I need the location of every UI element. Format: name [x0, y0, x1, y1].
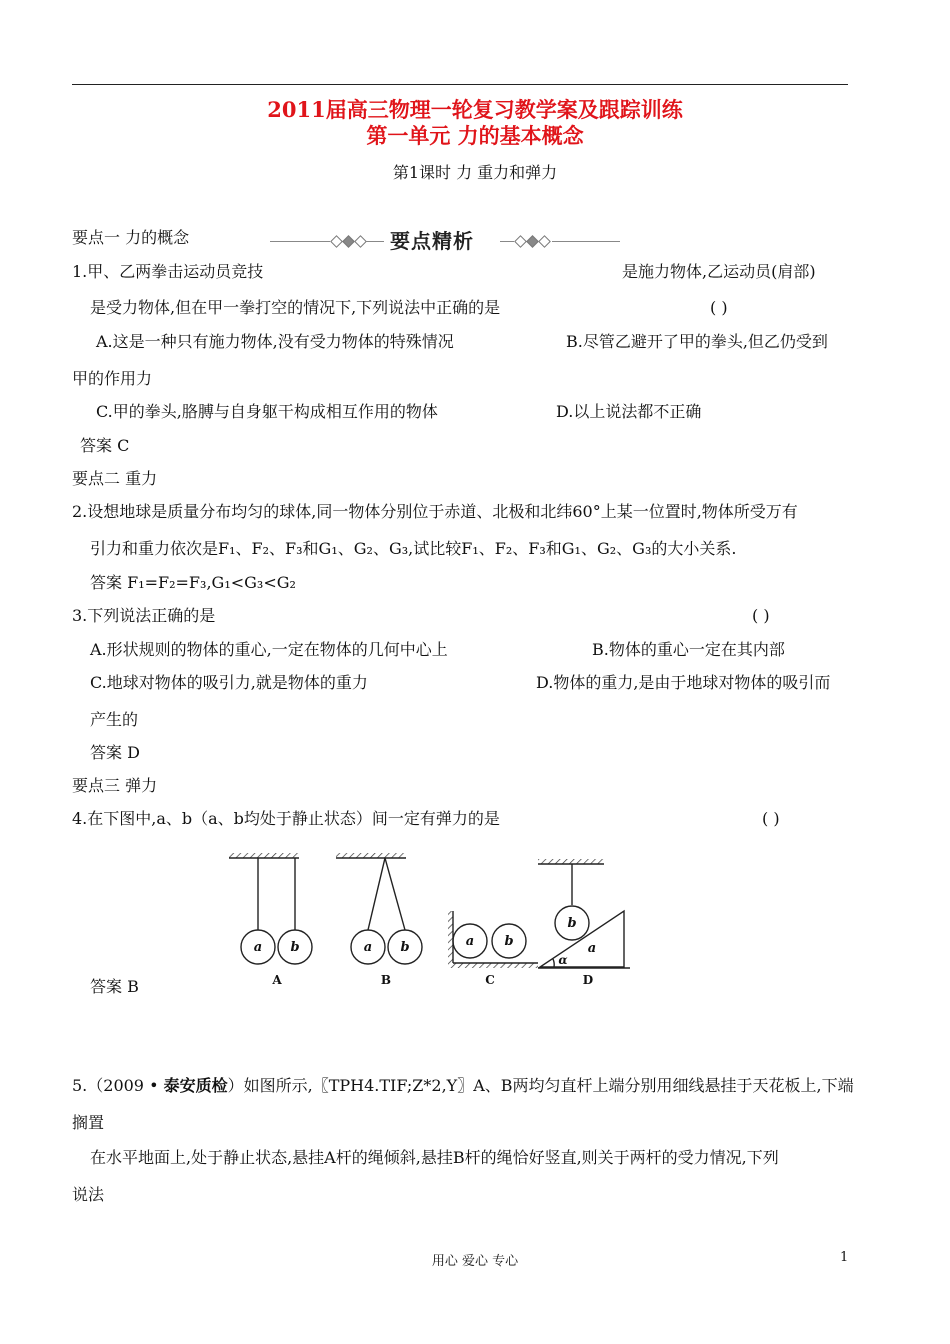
q1-line1-start: 1.甲、乙两拳击运动员竞技 [72, 262, 264, 281]
fig-d-wedge-a: a [587, 941, 597, 956]
q1-option-b-cont: 甲的作用力 [72, 369, 153, 388]
q4-paren: ( ) [762, 809, 780, 828]
fig-b-ball-b: b [400, 940, 410, 955]
q5-line2: 搁置 [72, 1113, 105, 1132]
fig-d-ball-b: b [567, 916, 577, 931]
q4-figure [220, 845, 640, 995]
fig-label-a: A [272, 973, 282, 987]
fig-label-c: C [485, 973, 495, 987]
q3-line1: 3.下列说法正确的是 [72, 606, 216, 625]
q4-answer: 答案 B [90, 977, 139, 996]
fig-d-angle: α [558, 953, 568, 967]
q1-answer: 答案 C [80, 436, 130, 455]
section-banner [262, 228, 622, 254]
fig-c-ball-b: b [504, 934, 514, 949]
q5-line1-end: ）如图所示,〖TPH4.TIF;Z*2,Y〗A、B两均匀直杆上端分别用细线悬挂于天花板上,下端 [227, 1076, 854, 1095]
q5-source: 泰安质检 [163, 1076, 228, 1095]
q4-line1: 4.在下图中,a、b（a、b均处于静止状态）间一定有弹力的是 [72, 809, 500, 828]
q3-paren: ( ) [752, 606, 770, 625]
banner-text: 要点精析 [390, 229, 474, 253]
q2-line1: 2.设想地球是质量分布均匀的球体,同一物体分别位于赤道、北极和北纬60°上某一位置时,物体所受万有 [72, 502, 798, 521]
fig-label-b: B [380, 973, 392, 987]
q5-line1: 5.（2009 • 泰安质检）如图所示,〖TPH4.TIF;Z*2,Y〗A、B两均匀直杆上端分别用细线悬挂于天花板上,下端 [72, 1076, 854, 1095]
q1-line2: 是受力物体,但在甲一拳打空的情况下,下列说法中正确的是 [90, 298, 501, 317]
q1-option-b: B.尽管乙避开了甲的拳头,但乙仍受到 [566, 332, 828, 351]
q3-option-c: C.地球对物体的吸引力,就是物体的重力 [90, 673, 368, 692]
q2-line2: 引力和重力依次是F₁、F₂、F₃和G₁、G₂、G₃,试比较F₁、F₂、F₃和G₁、G₂、G₃的大小关系. [90, 539, 737, 558]
q3-option-d: D.物体的重力,是由于地球对物体的吸引而 [536, 673, 831, 692]
point3-heading: 要点三 弹力 [72, 776, 158, 795]
q3-answer: 答案 D [90, 743, 140, 762]
q5-line1-start: 5.（2009 [72, 1076, 144, 1095]
q5-line3: 在水平地面上,处于静止状态,悬挂A杆的绳倾斜,悬挂B杆的绳恰好竖直,则关于两杆的受力情况,下列 [90, 1148, 779, 1167]
q1-option-c: C.甲的拳头,胳膊与自身躯干构成相互作用的物体 [96, 402, 438, 421]
point2-heading: 要点二 重力 [72, 469, 158, 488]
q1-option-a: A.这是一种只有施力物体,没有受力物体的特殊情况 [96, 332, 454, 351]
header-rule [72, 84, 848, 85]
doc-title: 2011届高三物理一轮复习教学案及跟踪训练 [267, 97, 683, 122]
q1-paren: ( ) [710, 298, 728, 317]
point1-heading: 要点一 力的概念 [72, 228, 190, 247]
q3-option-a: A.形状规则的物体的重心,一定在物体的几何中心上 [90, 640, 448, 659]
page-number: 1 [840, 1250, 849, 1265]
fig-a-ball-b: b [290, 940, 300, 955]
q1-line1-end: 是施力物体,乙运动员(肩部) [622, 262, 816, 281]
q5-line4: 说法 [72, 1185, 105, 1204]
q3-option-b: B.物体的重心一定在其内部 [592, 640, 785, 659]
footer-motto: 用心 爱心 专心 [431, 1254, 519, 1269]
q3-option-d-cont: 产生的 [90, 710, 139, 729]
fig-label-d: D [582, 973, 594, 987]
q2-answer: 答案 F₁=F₂=F₃,G₁<G₃<G₂ [90, 573, 296, 592]
lesson-title: 第1课时 力 重力和弹力 [392, 163, 558, 182]
fig-a-ball-a: a [253, 940, 263, 955]
unit-title: 第一单元 力的基本概念 [366, 123, 584, 148]
fig-c-ball-a: a [465, 934, 475, 949]
fig-b-ball-a: a [363, 940, 373, 955]
q1-option-d: D.以上说法都不正确 [556, 402, 702, 421]
